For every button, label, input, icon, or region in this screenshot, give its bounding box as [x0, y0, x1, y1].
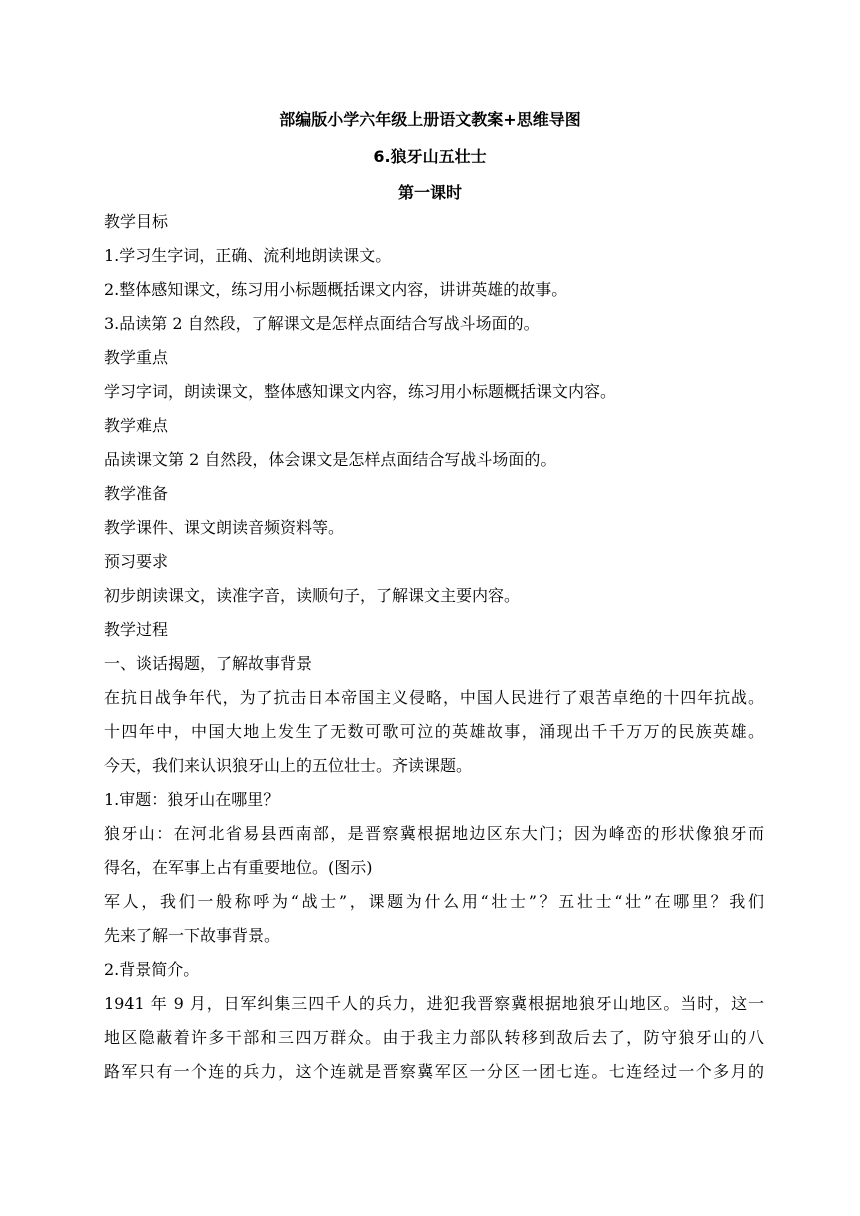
period-heading: 第一课时 — [397, 183, 462, 202]
paragraph-line: 十四年中，中国大地上发生了无数可歌可泣的英雄故事，涌现出千千万万的民族英雄。 — [104, 722, 764, 741]
paragraph-line: 先来了解一下故事背景。 — [104, 926, 281, 945]
document-title: 部编版小学六年级上册语文教案+思维导图 — [279, 110, 581, 129]
paragraph-line: 初步朗读课文，读准字音，读顺句子，了解课文主要内容。 — [104, 586, 521, 605]
subsection-heading: 一、谈话揭题，了解故事背景 — [104, 654, 313, 673]
paragraph-line: 1941 年 9 月，日军纠集三四千人的兵力，进犯我晋察冀根据地狼牙山地区。当时，这一 — [104, 994, 764, 1013]
paragraph-line: 学习字词，朗读课文，整体感知课文内容，练习用小标题概括课文内容。 — [104, 382, 617, 401]
list-item: 2.背景简介。 — [104, 960, 200, 979]
section-heading-key-points: 教学重点 — [104, 348, 169, 367]
paragraph-line: 得名，在军事上占有重要地位。(图示) — [104, 858, 373, 877]
section-heading-preview: 预习要求 — [104, 552, 169, 571]
paragraph-line: 路军只有一个连的兵力，这个连就是晋察冀军区一分区一团七连。七连经过一个多月的 — [104, 1062, 764, 1081]
lesson-title: 6.狼牙山五壮士 — [373, 147, 487, 166]
objective-item: 3.品读第 2 自然段，了解课文是怎样点面结合写战斗场面的。 — [104, 314, 540, 333]
paragraph-line: 品读课文第 2 自然段，体会课文是怎样点面结合写战斗场面的。 — [104, 450, 557, 469]
list-item: 1.审题：狼牙山在哪里？ — [104, 790, 280, 809]
paragraph-line: 狼牙山：在河北省易县西南部，是晋察冀根据地边区东大门；因为峰峦的形状像狼牙而 — [104, 824, 764, 843]
paragraph-line: 今天，我们来认识狼牙山上的五位壮士。齐读课题。 — [104, 756, 473, 775]
paragraph-line: 在抗日战争年代，为了抗击日本帝国主义侵略，中国人民进行了艰苦卓绝的十四年抗战。 — [104, 688, 764, 707]
section-heading-difficulties: 教学难点 — [104, 416, 169, 435]
paragraph-line: 地区隐蔽着许多干部和三四万群众。由于我主力部队转移到敌后去了，防守狼牙山的八 — [104, 1028, 764, 1047]
paragraph-line: 军人，我们一般称呼为“战士”，课题为什么用“壮士”？五壮士“壮”在哪里？我们 — [104, 892, 764, 911]
paragraph-line: 教学课件、课文朗读音频资料等。 — [104, 518, 345, 537]
section-heading-preparation: 教学准备 — [104, 484, 169, 503]
objective-item: 2.整体感知课文，练习用小标题概括课文内容，讲讲英雄的故事。 — [104, 280, 568, 299]
section-heading-process: 教学过程 — [104, 620, 169, 639]
section-heading-objectives: 教学目标 — [104, 212, 169, 231]
objective-item: 1.学习生字词，正确、流利地朗读课文。 — [104, 246, 392, 265]
